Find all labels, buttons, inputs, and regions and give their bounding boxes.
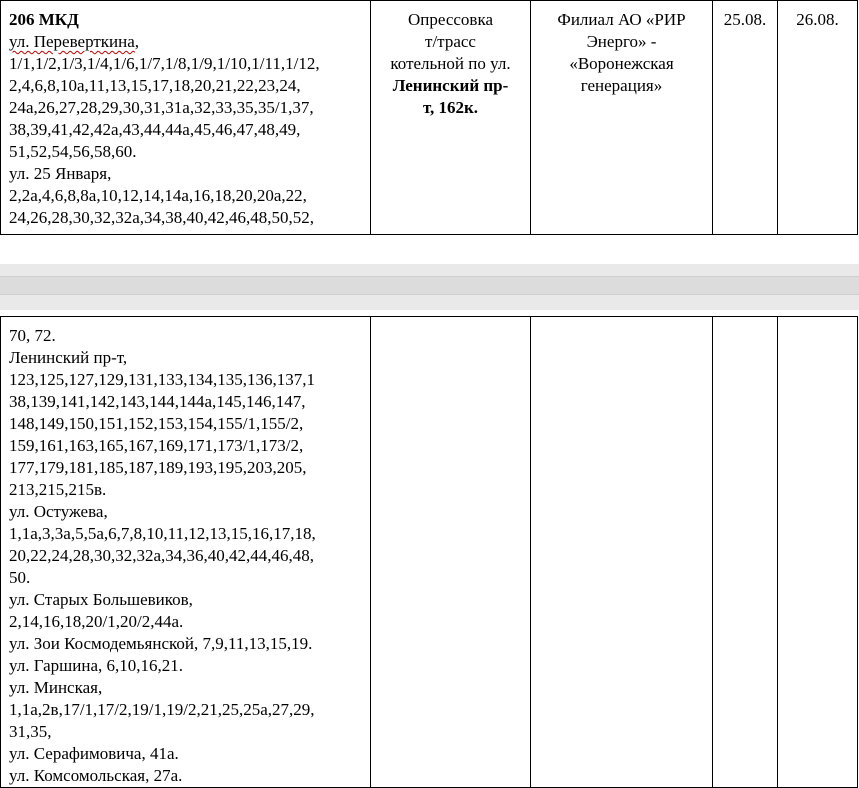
document-page-bottom (0, 310, 859, 784)
address-line: ул. Комсомольская, 27а. (9, 766, 183, 785)
address-line: ул. Зои Космодемьянской, 7,9,11,13,15,19. (9, 634, 313, 653)
work-line-bold: Ленинский пр- (392, 76, 509, 95)
address-line: 50. (9, 568, 31, 587)
table-row (1, 317, 858, 788)
street-line: ул. Переверткина, (9, 32, 140, 51)
outage-table-continued (0, 316, 858, 788)
page-break-gap (0, 264, 859, 310)
address-line: 148,149,150,151,152,153,154,155/1,155/2, (9, 414, 304, 433)
address-line: 2,2а,4,6,8,8а,10,12,14,14а,16,18,20,20а,22, (9, 186, 307, 205)
address-line: ул. Серафимовича, 41а. (9, 744, 179, 763)
start-date-cell (713, 1, 778, 235)
address-line: ул. Остужева, (9, 502, 108, 521)
organization-line: Филиал АО «РИР (557, 10, 686, 29)
organization-cell (531, 317, 713, 788)
work-line: Опрессовка (407, 10, 493, 29)
work-line: котельной по ул. (390, 54, 511, 73)
end-date: 26.08. (796, 10, 839, 29)
address-line: 20,22,24,28,30,32,32а,34,36,40,42,44,46,48, (9, 546, 315, 565)
address-cell (1, 317, 371, 788)
organization-cell (531, 1, 713, 235)
address-line: 177,179,181,185,187,189,193,195,203,205, (9, 458, 307, 477)
address-line: ул. Старых Большевиков, (9, 590, 193, 609)
address-line: 1/1,1/2,1/3,1/4,1/6,1/7,1/8,1/9,1/10,1/11,1/12, (9, 54, 320, 73)
address-line: 2,14,16,18,20/1,20/2,44а. (9, 612, 184, 631)
work-line: т/трасс (425, 32, 476, 51)
street-name-spellcheck: ул. Переверткина (9, 32, 135, 51)
start-date: 25.08. (723, 10, 767, 29)
table-row (1, 1, 858, 235)
end-date-cell (778, 1, 858, 235)
street-line: ул. 25 Января, (9, 164, 112, 183)
address-line: 1,1а,2в,17/1,17/2,19/1,19/2,21,25,25а,27,29, (9, 700, 315, 719)
address-line: 24,26,28,30,32,32а,34,38,40,42,46,48,50,52, (9, 208, 315, 227)
organization-line: Энерго» - (586, 32, 657, 51)
document-page-top (0, 0, 859, 264)
work-cell (371, 1, 531, 235)
address-line: 38,39,41,42,42а,43,44,44а,45,46,47,48,49, (9, 120, 301, 139)
address-line: 159,161,163,165,167,169,171,173/1,173/2, (9, 436, 304, 455)
work-cell (371, 317, 531, 788)
address-line: 24а,26,27,28,29,30,31,31а,32,33,35,35/1,37, (9, 98, 314, 117)
outage-table-top (0, 0, 858, 235)
page-separator (0, 276, 859, 295)
work-line-bold: т, 162к. (422, 98, 479, 117)
address-line: 213,215,215в. (9, 480, 107, 499)
address-line: 38,139,141,142,143,144,144а,145,146,147, (9, 392, 306, 411)
address-line: 70, 72. (9, 326, 56, 345)
address-line: ул. Минская, (9, 678, 103, 697)
building-count: 206 МКД (9, 10, 79, 29)
address-line: 51,52,54,56,58,60. (9, 142, 137, 161)
address-line: 2,4,6,8,10а,11,13,15,17,18,20,21,22,23,24, (9, 76, 301, 95)
address-line: Ленинский пр-т, (9, 348, 128, 367)
organization-line: «Воронежская (569, 54, 674, 73)
address-line: 1,1а,3,3а,5,5а,6,7,8,10,11,12,13,15,16,17,18, (9, 524, 316, 543)
end-date-cell (778, 317, 858, 788)
address-line: 123,125,127,129,131,133,134,135,136,137,1 (9, 370, 315, 389)
start-date-cell (713, 317, 778, 788)
address-line: ул. Гаршина, 6,10,16,21. (9, 656, 184, 675)
organization-line: генерация» (580, 76, 663, 95)
address-line: 31,35, (9, 722, 52, 741)
address-cell (1, 1, 371, 235)
